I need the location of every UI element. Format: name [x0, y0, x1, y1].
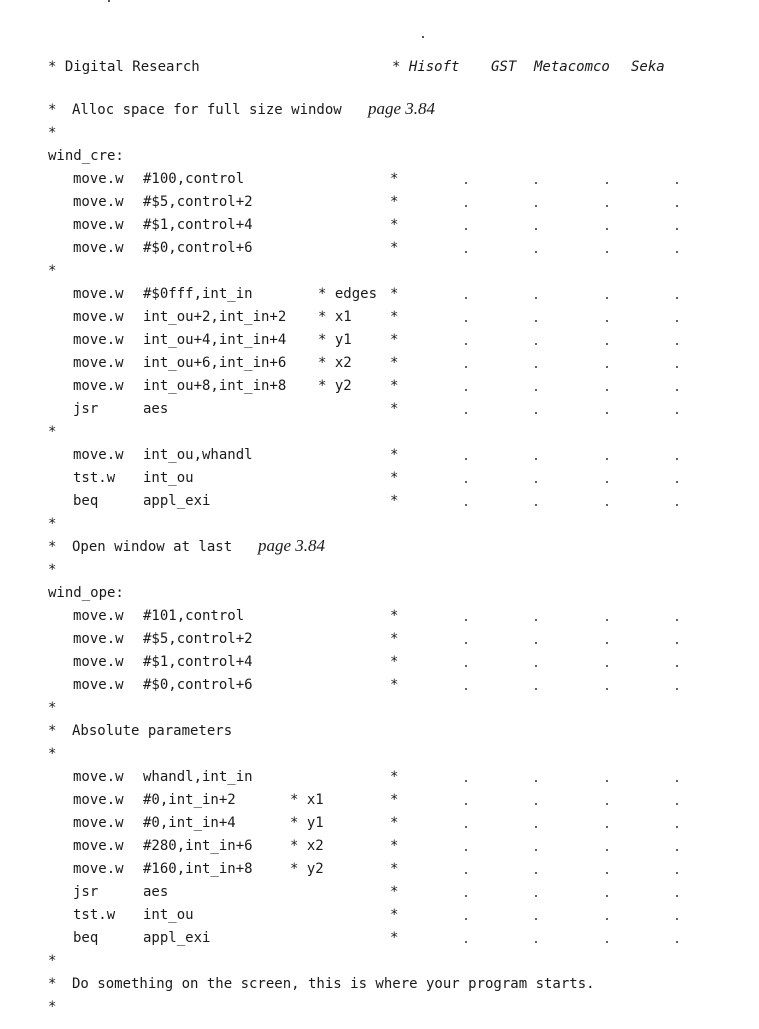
- operands: aes: [143, 884, 169, 900]
- listing-line: [0, 559, 759, 581]
- compat-dot: [535, 642, 537, 644]
- compat-dot: [535, 665, 537, 667]
- listing-line: [0, 398, 759, 420]
- operands: #$0,control+6: [143, 677, 253, 693]
- compat-dot: [465, 780, 467, 782]
- opcode: move.w: [73, 447, 124, 463]
- listing-line: [0, 168, 759, 190]
- compat-dot: [606, 366, 608, 368]
- compat-dot: [676, 895, 678, 897]
- compat-dot: [465, 642, 467, 644]
- compat-dot: [535, 619, 537, 621]
- compat-dot: [465, 849, 467, 851]
- compat-dot: [535, 872, 537, 874]
- scan-speck: [422, 36, 424, 38]
- comment-star: *: [48, 102, 57, 118]
- compat-dot: [676, 504, 678, 506]
- compat-dot: [676, 205, 678, 207]
- compat-dot: [606, 918, 608, 920]
- column-star: *: [390, 654, 399, 670]
- column-star: *: [390, 677, 399, 693]
- column-star: *: [390, 930, 399, 946]
- compat-dot: [606, 803, 608, 805]
- compat-dot: [606, 320, 608, 322]
- opcode: move.w: [73, 355, 124, 371]
- compat-dot: [676, 642, 678, 644]
- compat-dot: [465, 481, 467, 483]
- compat-dot: [465, 941, 467, 943]
- compat-dot: [535, 297, 537, 299]
- operands: #$5,control+2: [143, 631, 253, 647]
- opcode: move.w: [73, 217, 124, 233]
- compat-dot: [535, 320, 537, 322]
- compat-dot: [676, 366, 678, 368]
- header-digital-research: * Digital Research: [48, 59, 200, 75]
- listing-line: [0, 674, 759, 696]
- header-row: [0, 56, 759, 78]
- compat-dot: [535, 205, 537, 207]
- listing-line: [0, 651, 759, 673]
- compat-dot: [535, 343, 537, 345]
- code-label: wind_ope:: [48, 585, 124, 601]
- inline-comment: * x1: [318, 309, 352, 325]
- comment-text: Do something on the screen, this is where your program starts.: [72, 976, 595, 992]
- listing-line: [0, 145, 759, 167]
- opcode: move.w: [73, 838, 124, 854]
- operands: whandl,int_in: [143, 769, 253, 785]
- compat-dot: [676, 849, 678, 851]
- header-seka: Seka: [631, 59, 665, 75]
- inline-comment: * y1: [290, 815, 324, 831]
- compat-dot: [606, 688, 608, 690]
- compat-dot: [535, 182, 537, 184]
- compat-dot: [465, 895, 467, 897]
- operands: appl_exi: [143, 930, 211, 946]
- compat-dot: [676, 343, 678, 345]
- operands: #160,int_in+8: [143, 861, 253, 877]
- compat-dot: [606, 182, 608, 184]
- opcode: move.w: [73, 194, 124, 210]
- listing-line: [0, 99, 759, 121]
- compat-dot: [606, 251, 608, 253]
- comment-star: *: [48, 125, 57, 141]
- opcode: move.w: [73, 815, 124, 831]
- compat-dot: [465, 826, 467, 828]
- column-star: *: [390, 355, 399, 371]
- compat-dot: [676, 688, 678, 690]
- comment-star: *: [48, 424, 57, 440]
- listing-line: [0, 421, 759, 443]
- compat-dot: [676, 297, 678, 299]
- column-star: *: [390, 217, 399, 233]
- compat-dot: [676, 665, 678, 667]
- compat-dot: [465, 665, 467, 667]
- listing-line: [0, 927, 759, 949]
- operands: int_ou+8,int_in+8: [143, 378, 287, 394]
- opcode: move.w: [73, 654, 124, 670]
- compat-dot: [535, 366, 537, 368]
- listing-line: [0, 214, 759, 236]
- comment-text: Absolute parameters: [72, 723, 233, 739]
- compat-dot: [465, 366, 467, 368]
- opcode: move.w: [73, 792, 124, 808]
- compat-dot: [606, 228, 608, 230]
- compat-dot: [676, 228, 678, 230]
- comment-text: Open window at last: [72, 539, 233, 555]
- opcode: move.w: [73, 171, 124, 187]
- listing-line: [0, 950, 759, 972]
- compat-dot: [465, 320, 467, 322]
- column-star: *: [390, 378, 399, 394]
- compat-dot: [465, 872, 467, 874]
- opcode: move.w: [73, 861, 124, 877]
- compat-dot: [465, 412, 467, 414]
- column-star: *: [390, 332, 399, 348]
- listing-line: [0, 605, 759, 627]
- compat-dot: [606, 665, 608, 667]
- compat-dot: [606, 941, 608, 943]
- operands: #$1,control+4: [143, 654, 253, 670]
- operands: #100,control: [143, 171, 245, 187]
- listing-line: [0, 122, 759, 144]
- listing-line: [0, 191, 759, 213]
- listing-line: [0, 260, 759, 282]
- compat-dot: [606, 849, 608, 851]
- operands: int_ou+4,int_in+4: [143, 332, 287, 348]
- listing-line: [0, 743, 759, 765]
- compat-dot: [465, 803, 467, 805]
- comment-star: *: [48, 976, 57, 992]
- column-star: *: [390, 792, 399, 808]
- listing-line: [0, 237, 759, 259]
- column-star: *: [390, 309, 399, 325]
- compat-dot: [535, 780, 537, 782]
- operands: #$0fff,int_in: [143, 286, 253, 302]
- compat-dot: [535, 918, 537, 920]
- compat-dot: [535, 412, 537, 414]
- comment-star: *: [48, 700, 57, 716]
- compat-dot: [465, 458, 467, 460]
- operands: aes: [143, 401, 169, 417]
- column-star: *: [390, 815, 399, 831]
- listing-line: [0, 697, 759, 719]
- column-star: *: [390, 608, 399, 624]
- compat-dot: [535, 941, 537, 943]
- compat-dot: [676, 918, 678, 920]
- page-reference: page 3.84: [258, 536, 326, 555]
- compat-dot: [676, 481, 678, 483]
- compat-dot: [676, 803, 678, 805]
- compat-dot: [606, 619, 608, 621]
- column-star: *: [390, 907, 399, 923]
- opcode: move.w: [73, 631, 124, 647]
- comment-star: *: [48, 516, 57, 532]
- operands: #280,int_in+6: [143, 838, 253, 854]
- comment-star: *: [48, 999, 57, 1015]
- compat-dot: [676, 826, 678, 828]
- compat-dot: [465, 389, 467, 391]
- compat-dot: [606, 389, 608, 391]
- compat-dot: [606, 642, 608, 644]
- operands: int_ou: [143, 470, 194, 486]
- listing-line: [0, 996, 759, 1018]
- listing-line: [0, 375, 759, 397]
- compat-dot: [606, 826, 608, 828]
- compat-dot: [535, 504, 537, 506]
- compat-dot: [465, 504, 467, 506]
- compat-dot: [676, 251, 678, 253]
- inline-comment: * x2: [290, 838, 324, 854]
- compat-dot: [465, 343, 467, 345]
- operands: #$1,control+4: [143, 217, 253, 233]
- compat-dot: [676, 619, 678, 621]
- compat-dot: [676, 458, 678, 460]
- compat-dot: [535, 389, 537, 391]
- compat-dot: [535, 251, 537, 253]
- inline-comment: * x1: [290, 792, 324, 808]
- compat-dot: [535, 688, 537, 690]
- column-star: *: [390, 884, 399, 900]
- opcode: move.w: [73, 309, 124, 325]
- listing-line: [0, 766, 759, 788]
- listing-line: [0, 329, 759, 351]
- header-metacomco: Metacomco: [534, 59, 610, 75]
- compat-dot: [535, 458, 537, 460]
- comment-star: *: [48, 562, 57, 578]
- compat-dot: [465, 251, 467, 253]
- listing-line: [0, 352, 759, 374]
- listing-line: [0, 490, 759, 512]
- listing-line: [0, 904, 759, 926]
- listing-line: [0, 881, 759, 903]
- listing-line: [0, 812, 759, 834]
- opcode: tst.w: [73, 907, 116, 923]
- opcode: beq: [73, 493, 99, 509]
- compat-dot: [535, 826, 537, 828]
- listing-line: [0, 835, 759, 857]
- operands: int_ou: [143, 907, 194, 923]
- compat-dot: [535, 481, 537, 483]
- inline-comment: * edges: [318, 286, 378, 302]
- listing-line: [0, 858, 759, 880]
- column-star: *: [390, 447, 399, 463]
- opcode: move.w: [73, 332, 124, 348]
- header-hisoft: * Hisoft: [392, 59, 460, 75]
- column-star: *: [390, 470, 399, 486]
- operands: int_ou+6,int_in+6: [143, 355, 287, 371]
- operands: #$5,control+2: [143, 194, 253, 210]
- compat-dot: [606, 297, 608, 299]
- opcode: move.w: [73, 378, 124, 394]
- compat-dot: [676, 182, 678, 184]
- operands: #0,int_in+4: [143, 815, 236, 831]
- column-star: *: [390, 631, 399, 647]
- compat-dot: [465, 297, 467, 299]
- inline-comment: * y1: [318, 332, 352, 348]
- operands: #101,control: [143, 608, 245, 624]
- inline-comment: * y2: [318, 378, 352, 394]
- column-star: *: [390, 769, 399, 785]
- listing-line: [0, 789, 759, 811]
- compat-dot: [606, 895, 608, 897]
- compat-dot: [606, 412, 608, 414]
- listing-line: [0, 628, 759, 650]
- compat-dot: [465, 619, 467, 621]
- compat-dot: [676, 389, 678, 391]
- column-star: *: [390, 493, 399, 509]
- compat-dot: [535, 228, 537, 230]
- operands: #$0,control+6: [143, 240, 253, 256]
- operands: #0,int_in+2: [143, 792, 236, 808]
- opcode: jsr: [73, 884, 99, 900]
- opcode: beq: [73, 930, 99, 946]
- code-label: wind_cre:: [48, 148, 124, 164]
- compat-dot: [606, 872, 608, 874]
- opcode: move.w: [73, 240, 124, 256]
- compat-dot: [535, 849, 537, 851]
- opcode: jsr: [73, 401, 99, 417]
- comment-star: *: [48, 263, 57, 279]
- compat-dot: [465, 918, 467, 920]
- listing-line: [0, 513, 759, 535]
- listing-line: [0, 582, 759, 604]
- comment-star: *: [48, 746, 57, 762]
- opcode: move.w: [73, 677, 124, 693]
- listing-line: [0, 467, 759, 489]
- page-reference: page 3.84: [368, 99, 436, 118]
- compat-dot: [606, 458, 608, 460]
- compat-dot: [465, 182, 467, 184]
- listing-line: [0, 973, 759, 995]
- opcode: move.w: [73, 608, 124, 624]
- compat-dot: [606, 481, 608, 483]
- compat-dot: [676, 412, 678, 414]
- compat-dot: [465, 688, 467, 690]
- listing-line: [0, 536, 759, 558]
- compat-dot: [606, 205, 608, 207]
- compat-dot: [535, 803, 537, 805]
- listing-line: [0, 720, 759, 742]
- comment-text: Alloc space for full size window: [72, 102, 342, 118]
- comment-star: *: [48, 723, 57, 739]
- compat-dot: [465, 228, 467, 230]
- inline-comment: * x2: [318, 355, 352, 371]
- compat-dot: [676, 872, 678, 874]
- column-star: *: [390, 286, 399, 302]
- comment-star: *: [48, 953, 57, 969]
- column-star: *: [390, 171, 399, 187]
- opcode: move.w: [73, 286, 124, 302]
- comment-star: *: [48, 539, 57, 555]
- compat-dot: [606, 780, 608, 782]
- compat-dot: [535, 895, 537, 897]
- column-star: *: [390, 240, 399, 256]
- listing-line: [0, 444, 759, 466]
- column-star: *: [390, 401, 399, 417]
- operands: int_ou,whandl: [143, 447, 253, 463]
- compat-dot: [606, 504, 608, 506]
- listing-line: [0, 283, 759, 305]
- compat-dot: [676, 941, 678, 943]
- compat-dot: [676, 780, 678, 782]
- compat-dot: [676, 320, 678, 322]
- scan-speck: [108, 0, 110, 2]
- operands: appl_exi: [143, 493, 211, 509]
- compat-dot: [606, 343, 608, 345]
- column-star: *: [390, 838, 399, 854]
- opcode: move.w: [73, 769, 124, 785]
- compat-dot: [465, 205, 467, 207]
- operands: int_ou+2,int_in+2: [143, 309, 287, 325]
- column-star: *: [390, 194, 399, 210]
- inline-comment: * y2: [290, 861, 324, 877]
- opcode: tst.w: [73, 470, 116, 486]
- listing-line: [0, 306, 759, 328]
- header-gst: GST: [491, 59, 517, 75]
- column-star: *: [390, 861, 399, 877]
